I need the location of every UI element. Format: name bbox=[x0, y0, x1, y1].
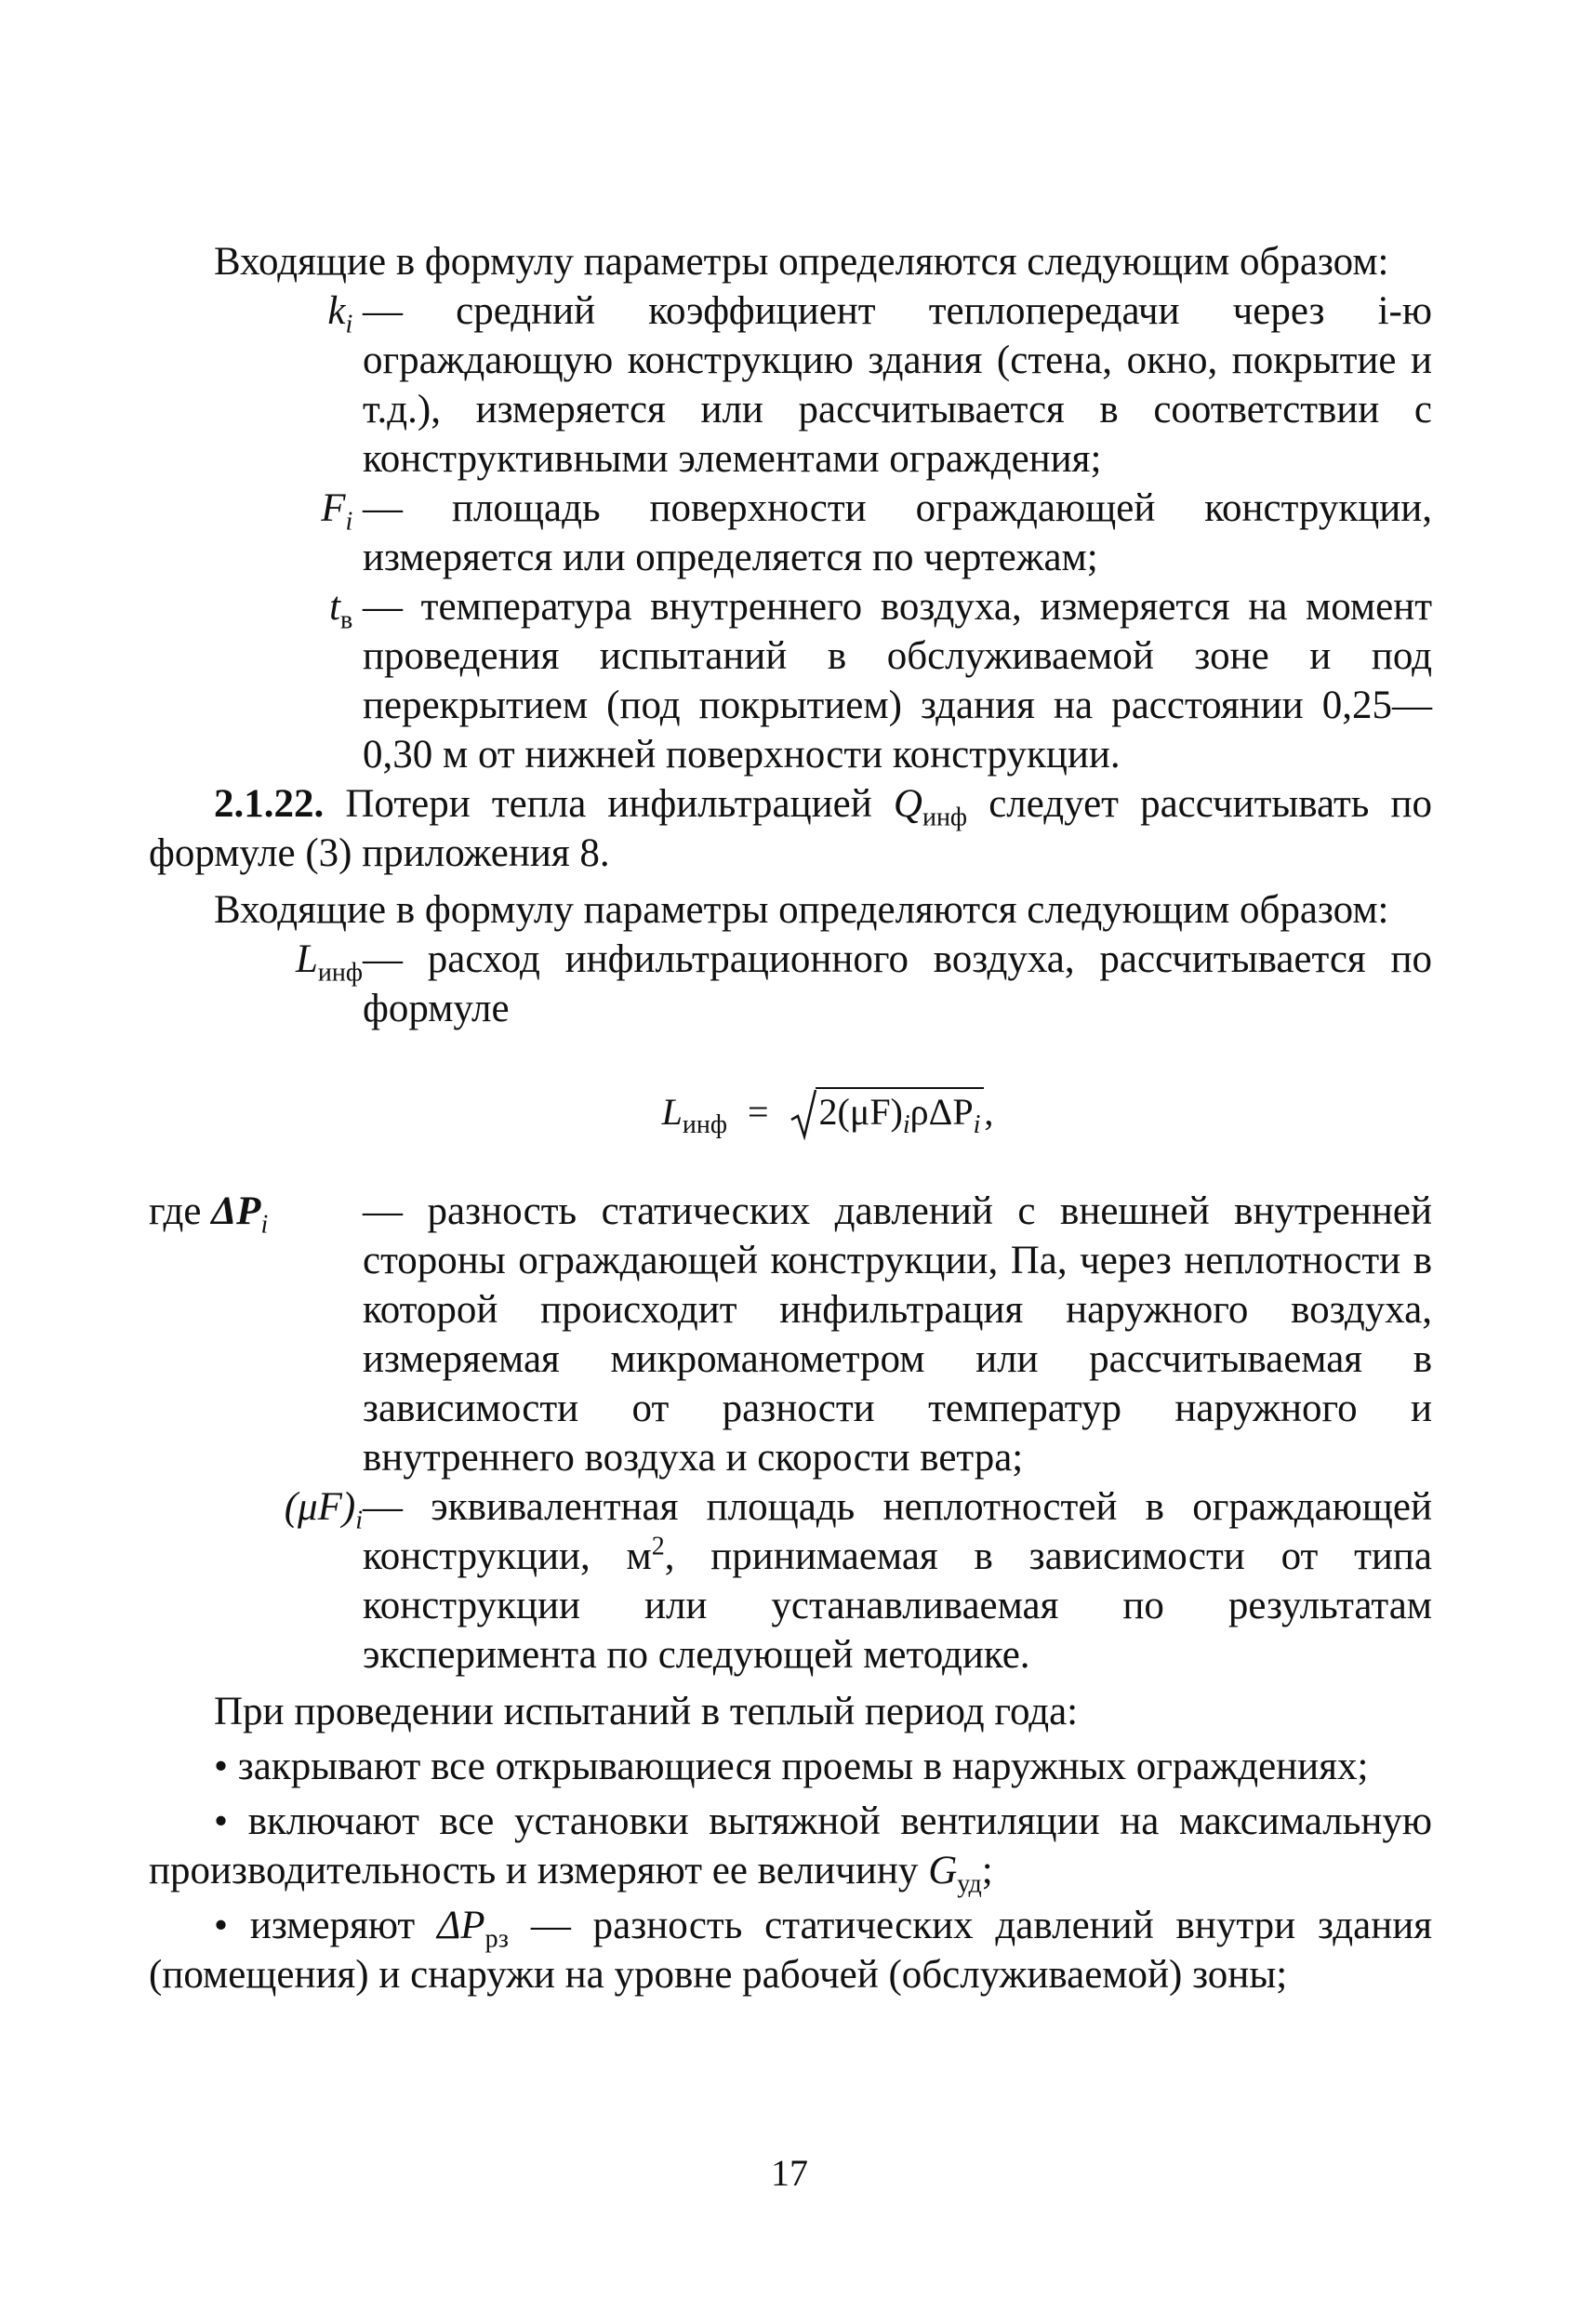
definition-text: — температура внутреннего воздуха, измеряется на момент проведения испытаний в обслуживаемой зоне и под перекрытием (под покрытием) здания на расстоянии 0,25—0,30 м от нижней поверхности конструкции. bbox=[363, 585, 1432, 777]
definitions-list-2 bbox=[149, 1187, 1432, 1680]
definitions-list-1 bbox=[149, 286, 1432, 779]
sqrt-sign: $2(\mu F)_i\rho\Delta P_i$ bbox=[790, 1084, 985, 1140]
definition-text: — площадь поверхности ограждающей конструкции, измеряется или определяется по чертежам; bbox=[363, 486, 1432, 579]
definition-f bbox=[149, 484, 1432, 582]
definition-text: — средний коэффициент теплопередачи через i-ю ограждающую конструкцию здания (стена, окно, покрытие и т.д.), измеряется или рассчитывается в соответствии с конструктивными элементами ограждения; bbox=[363, 289, 1432, 481]
section-number: 2.1.22. bbox=[214, 782, 325, 826]
bullet-item-3: • измеряют $\Delta P_{рз}$ — разность статических давлений внутри здания (помещения) и снаружи на уровне рабочей (обслуживаемой) зоны; bbox=[149, 1904, 1433, 1997]
warm-period-heading: При проведении испытаний в теплый период года: bbox=[214, 1690, 1079, 1733]
bullet-item-2: • включают все установки вытяжной вентиляции на максимальную производительность и измеряют ее величину $G_{уд}$; bbox=[149, 1799, 1432, 1899]
definition-text: — эквивалентная площадь неплотностей в ограждающей конструкции, $м^2$, принимаемая в зависимости от типа конструкции или устанавливаемая по результатам эксперимента по следующей методике. bbox=[363, 1485, 1432, 1677]
page-number: 17 bbox=[771, 2152, 808, 2194]
symbol-delta-p: где $\Delta P_i$ bbox=[149, 1189, 269, 1240]
symbol-linf: $L_{инф}$ bbox=[295, 937, 363, 988]
definition-text: — разность статических давлений с внешней внутренней стороны ограждающей конструкции, Па, через неплотности в которой происходит инфильтрация наружного воздуха, измеряемая микроманометром или рассчитываемая в зависимости от разности температур наружного и внутреннего воздуха и скорости ветра; bbox=[363, 1189, 1432, 1480]
section-2-1-22: 2.1.22. Потери тепла инфильтрацией $Q_{инф}$ следует рассчитывать по формуле (3) приложения 8. bbox=[149, 782, 1433, 875]
bullet-item-1: • закрывают все открывающиеся проемы в наружных ограждениях; bbox=[214, 1745, 1369, 1788]
definition-mu-f bbox=[149, 1482, 1432, 1680]
symbol-f: $F_i$ bbox=[321, 486, 353, 537]
symbol-t: $t_в$ bbox=[329, 585, 353, 635]
definition-text: — расход инфильтрационного воздуха, рассчитывается по формуле bbox=[363, 937, 1432, 1030]
formula-linf: $L_{инф}$ = $2(\mu F)_i\rho\Delta P_i$ , bbox=[149, 1084, 1432, 1149]
symbol-k: $k_i$ bbox=[327, 289, 353, 339]
definition-t bbox=[149, 582, 1432, 779]
definition-linf bbox=[149, 935, 1432, 1033]
symbol-mu-f: $(\mu F)_i$ bbox=[284, 1485, 363, 1535]
radical-icon bbox=[790, 1088, 817, 1140]
definition-k bbox=[149, 286, 1432, 484]
intro-paragraph-1: Входящие в формулу параметры определяются следующим образом: bbox=[214, 240, 1389, 284]
definition-delta-p bbox=[149, 1187, 1432, 1482]
text-column bbox=[149, 237, 1432, 1999]
intro-paragraph-2: Входящие в формулу параметры определяются следующим образом: bbox=[214, 888, 1389, 932]
